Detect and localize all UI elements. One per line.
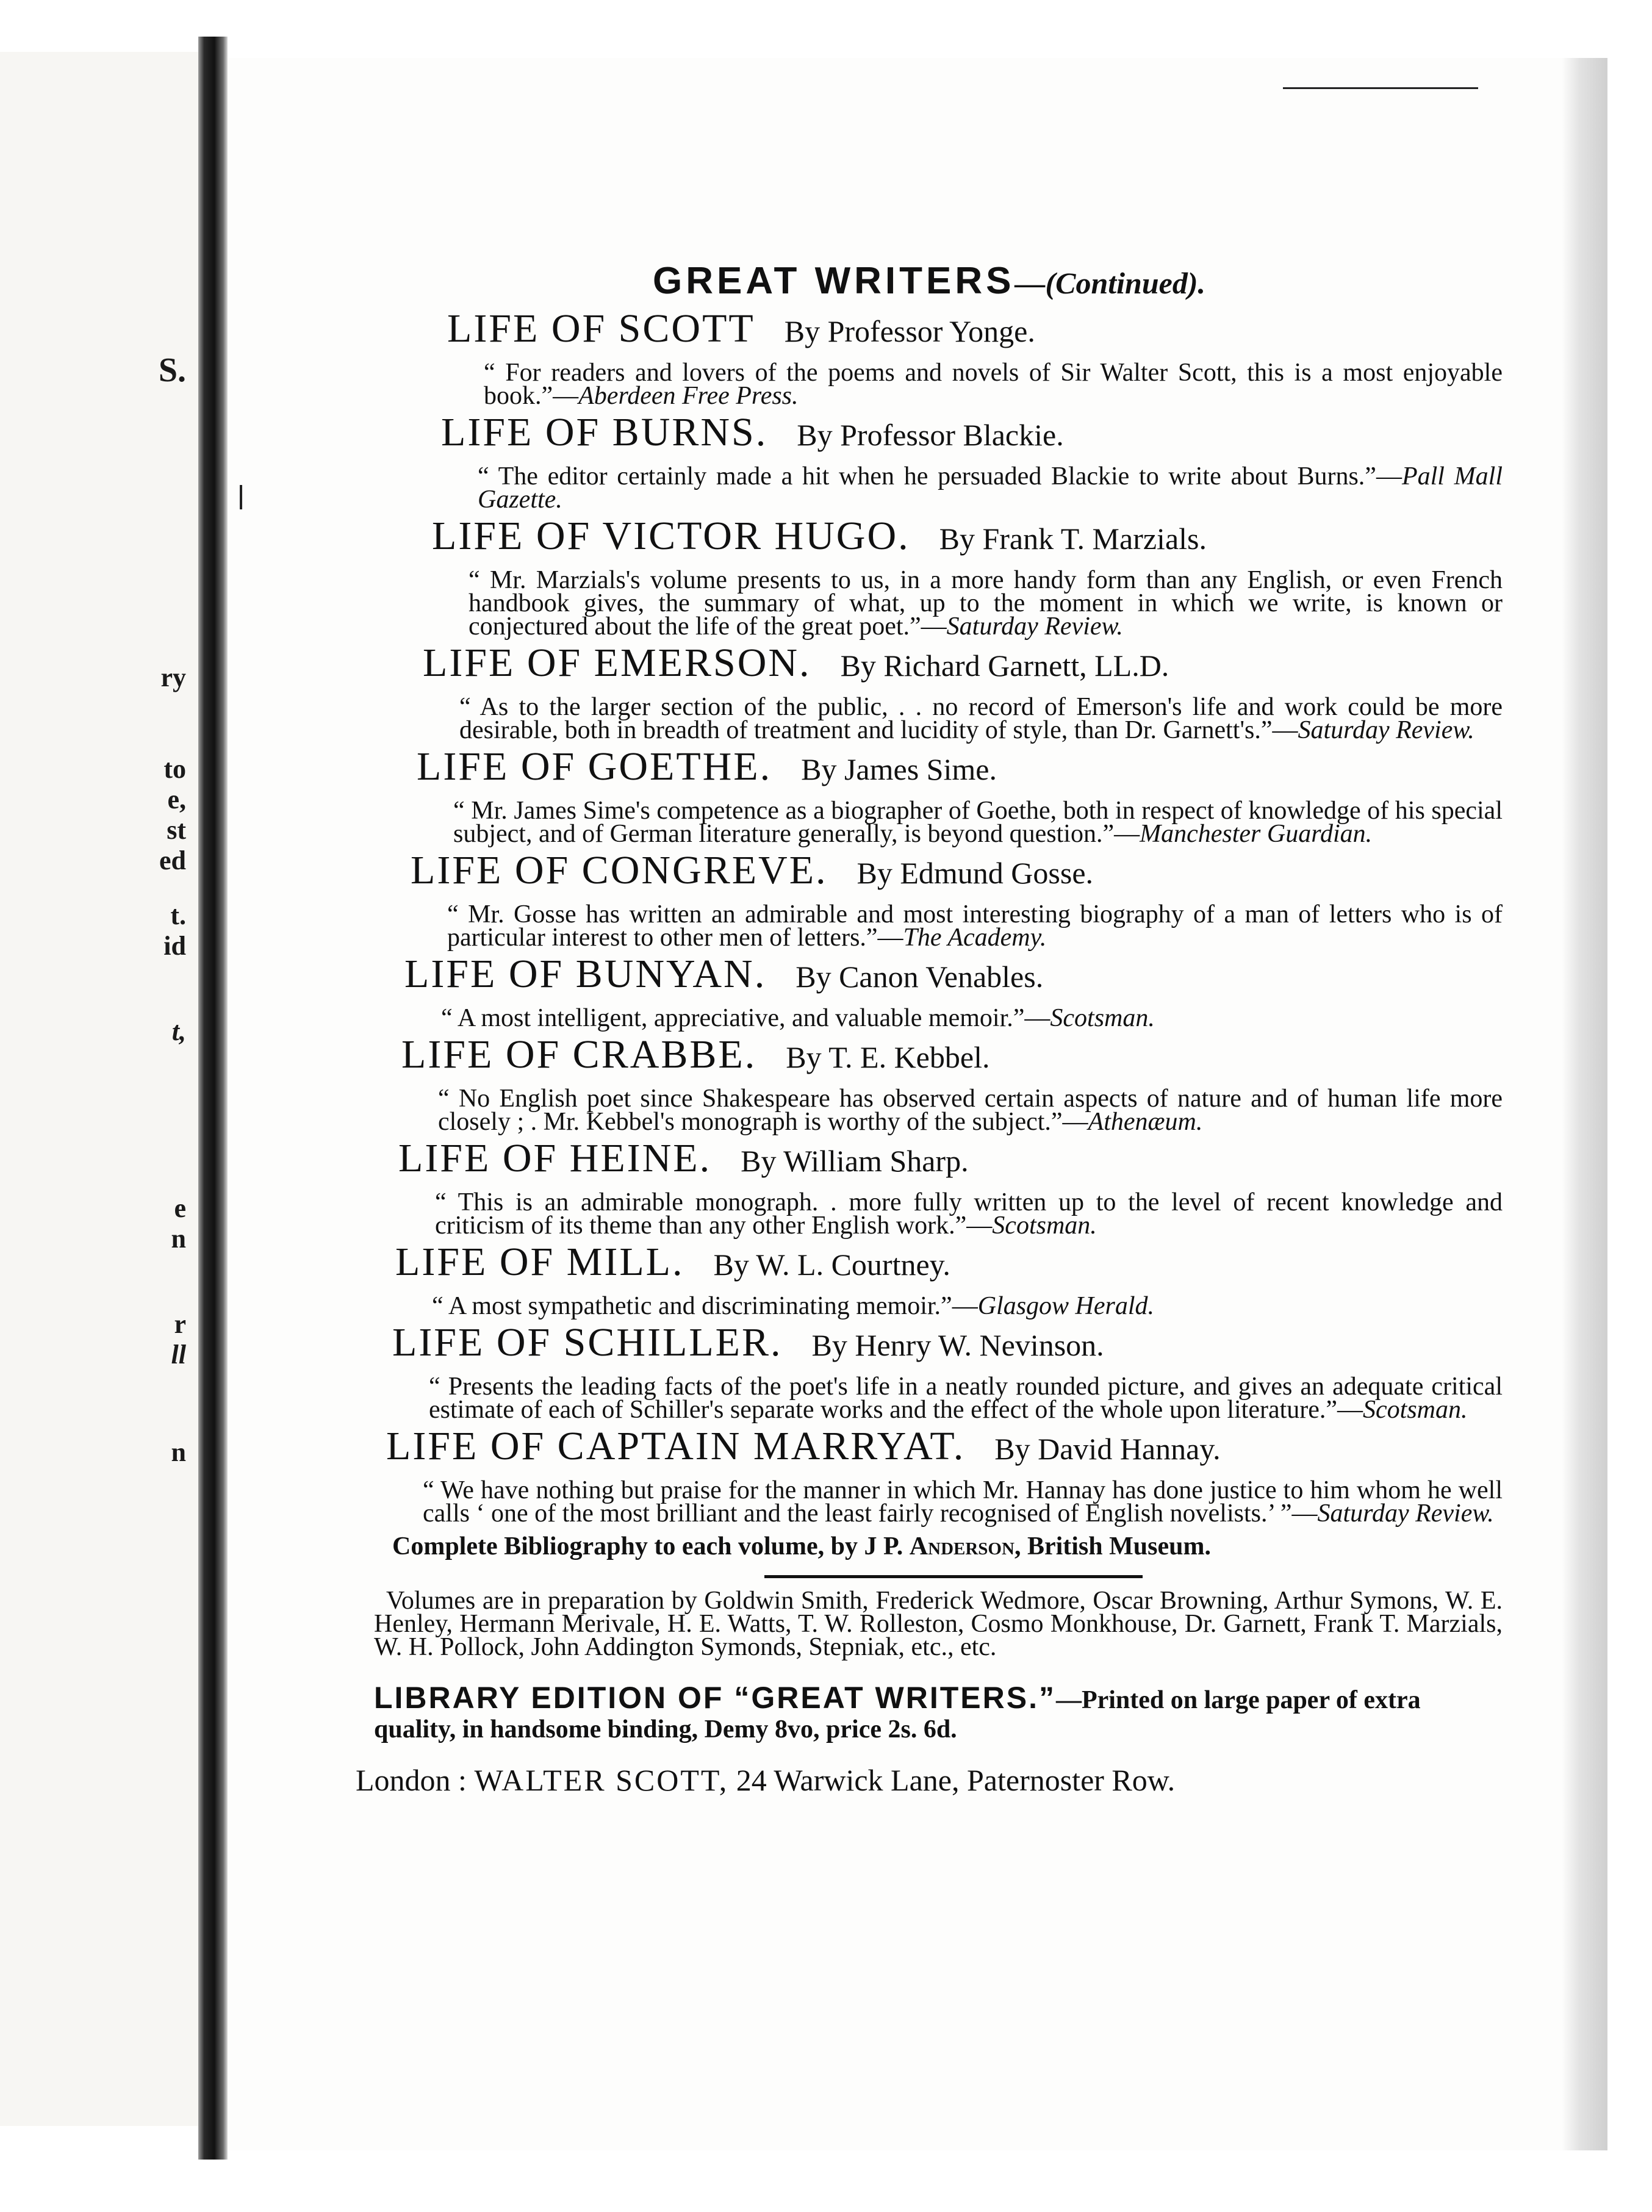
entry-bunyan — [404, 953, 1503, 1030]
binding-gutter — [198, 37, 228, 2160]
page-content — [356, 259, 1503, 1798]
entry-review — [447, 361, 1503, 408]
library-edition-title: LIBRARY EDITION OF “GREAT WRITERS.” — [374, 1681, 1056, 1715]
entry-review — [423, 695, 1503, 742]
left-facing-page — [0, 52, 198, 2126]
entry-title: LIFE OF BUNYAN. — [404, 952, 767, 996]
review-text: “ Mr. James Sime's competence as a biographer of Goethe, both in respect of knowledge of his special subject, and of German literature generally, is beyond question.”— — [453, 797, 1503, 848]
scan-mark — [240, 485, 242, 509]
review-text: “ A most sympathetic and discriminating memoir.”— — [432, 1292, 978, 1320]
entry-review — [441, 462, 1503, 514]
review-text: “ A most intelligent, appreciative, and valuable memoir.”— — [441, 1004, 1050, 1032]
entry-author: By T. E. Kebbel. — [786, 1040, 990, 1074]
publisher-prefix: London : — [356, 1763, 467, 1797]
entry-mill — [395, 1241, 1503, 1318]
entry-author: By Edmund Gosse. — [857, 856, 1094, 890]
entry-author: By W. L. Courtney. — [713, 1248, 950, 1282]
entry-author: By James Sime. — [801, 752, 997, 786]
entry-author: By David Hannay. — [994, 1432, 1221, 1466]
review-source: Athenæum. — [1088, 1108, 1203, 1136]
entry-review — [411, 900, 1503, 952]
entry-heine — [398, 1136, 1503, 1240]
header-title: GREAT WRITERS — [652, 260, 1015, 302]
entry-title: LIFE OF SCOTT — [447, 306, 755, 351]
left-page-fragment: n — [171, 1224, 186, 1254]
entry-title: LIFE OF GOETHE. — [417, 744, 772, 789]
review-source: Scotsman. — [992, 1212, 1097, 1240]
review-text: “ Presents the leading facts of the poet's life in a neatly rounded picture, and gives an adequate critical estimate of each of Schiller's separate works and the effect of the whole upon literature.”— — [429, 1373, 1503, 1424]
review-source: Aberdeen Free Press. — [578, 382, 799, 410]
library-edition-text: —Printed on large paper of extra quality, in handsome binding, Demy 8vo, price 2s. 6d. — [374, 1686, 1421, 1743]
entry-scott — [447, 307, 1503, 408]
review-text: “ No English poet since Shakespeare has observed certain aspects of nature and of human life more closely ; . Mr. Kebbel's monograph is worthy of the subject.”— — [438, 1085, 1503, 1136]
review-source: The Academy. — [903, 924, 1047, 952]
entry-burns — [441, 410, 1503, 514]
review-text: “ The editor certainly made a hit when he persuaded Blackie to write about Burns.”— — [478, 462, 1402, 490]
entry-author: By Canon Venables. — [795, 960, 1044, 994]
entry-title: LIFE OF BURNS. — [441, 410, 768, 454]
review-source: Saturday Review. — [946, 612, 1123, 641]
bibliography-suffix: , British Museum. — [1014, 1532, 1211, 1560]
review-source: Saturday Review. — [1317, 1499, 1494, 1528]
entry-author: By William Sharp. — [741, 1144, 969, 1178]
bibliography-name: Anderson — [909, 1532, 1015, 1560]
review-text: “ We have nothing but praise for the manner in which Mr. Hannay has done justice to him whom he well calls ‘ one of the most brilliant and the least fairly recognised of English novelists.’ ”— — [423, 1476, 1503, 1528]
entry-marryat — [386, 1424, 1503, 1528]
publisher-name: WALTER SCOTT, — [474, 1763, 729, 1797]
entry-review — [417, 799, 1503, 846]
entry-review — [432, 566, 1503, 641]
bibliography-note — [392, 1531, 1503, 1562]
review-source: Glasgow Herald. — [977, 1292, 1155, 1320]
review-source: Saturday Review. — [1298, 716, 1474, 744]
preparation-note: Volumes are in preparation by Goldwin Smith, Frederick Wedmore, Oscar Browning, Arthur Symons, W. E. Henley, Hermann Merivale, H. E. Watts, T. W. Rolleston, Cosmo Monkhouse, Dr. Garnett, Frank T. Marzials, W. H. Pollock, John Addington Symonds, Stepniak, etc., etc. — [374, 1587, 1503, 1661]
entry-author: By Henry W. Nevinson. — [811, 1328, 1104, 1362]
entry-emerson — [423, 642, 1503, 742]
entry-title: LIFE OF VICTOR HUGO. — [432, 514, 910, 558]
review-source: Scotsman. — [1050, 1004, 1155, 1032]
entry-review — [395, 1292, 1503, 1320]
entry-title: LIFE OF CAPTAIN MARRYAT. — [386, 1424, 966, 1468]
review-text: “ Mr. Marzials's volume presents to us, in a more handy form than any English, or even French handbook gives, the summary of what, up to the moment in which we write, is known or conjectured about the life of the great poet.”— — [469, 566, 1503, 641]
publisher-address: 24 Warwick Lane, Paternoster Row. — [736, 1763, 1176, 1797]
entry-title: LIFE OF MILL. — [395, 1240, 684, 1284]
page-header — [508, 259, 1350, 303]
entry-review — [386, 1476, 1503, 1528]
section-divider — [764, 1575, 1143, 1578]
header-continued: —(Continued). — [1015, 266, 1206, 300]
entry-title: LIFE OF CRABBE. — [401, 1032, 757, 1077]
left-page-fragment: st — [167, 815, 186, 845]
left-page-fragment: S. — [158, 351, 186, 389]
left-page-fragment: to — [163, 754, 186, 784]
entry-title: LIFE OF CONGREVE. — [411, 848, 828, 892]
entry-congreve — [411, 848, 1503, 952]
entry-schiller — [392, 1320, 1503, 1424]
review-text: “ For readers and lovers of the poems and novels of Sir Walter Scott, this is a most enjoyable book.”— — [484, 359, 1503, 410]
left-page-fragment: r — [174, 1309, 186, 1339]
review-source: Manchester Guardian. — [1140, 820, 1373, 848]
left-page-fragment: t, — [171, 1016, 186, 1046]
entry-goethe — [417, 745, 1503, 846]
entry-crabbe — [401, 1032, 1503, 1136]
entry-title: LIFE OF EMERSON. — [423, 641, 811, 685]
review-text: “ Mr. Gosse has written an admirable and most interesting biography of a man of letters who is of particular interest to other men of letters.”— — [447, 900, 1503, 952]
review-text: “ As to the larger section of the public, . . no record of Emerson's life and work could be more desirable, both in breadth of treatment and lucidity of style, than Dr. Garnett's.”— — [459, 693, 1503, 744]
entry-author: By Professor Yonge. — [784, 314, 1035, 348]
left-page-fragment: ll — [171, 1340, 186, 1370]
scan-edge — [1562, 58, 1607, 2150]
entry-review — [404, 1004, 1503, 1032]
bibliography-text: Complete Bibliography to each volume, by J P. — [392, 1532, 903, 1560]
left-page-fragment: id — [163, 931, 186, 961]
entry-author: By Professor Blackie. — [797, 418, 1064, 452]
review-text: “ This is an admirable monograph. . more fully written up to the level of recent knowledge and criticism of its theme than any other English work.”— — [435, 1188, 1503, 1240]
book-page — [228, 58, 1607, 2150]
scan-mark — [1283, 87, 1478, 89]
left-page-fragment: n — [171, 1437, 186, 1467]
library-edition-note — [356, 1683, 1503, 1744]
left-page-fragment: e, — [167, 785, 186, 814]
review-source: Scotsman. — [1363, 1396, 1468, 1424]
review-source: Pall Mall Gazette. — [478, 462, 1503, 514]
entry-review — [398, 1188, 1503, 1240]
left-page-fragment: ry — [160, 663, 186, 692]
entry-title: LIFE OF SCHILLER. — [392, 1320, 783, 1365]
entry-victor-hugo — [432, 514, 1503, 641]
entry-author: By Frank T. Marzials. — [939, 522, 1207, 556]
entry-author: By Richard Garnett, LL.D. — [840, 648, 1169, 683]
entry-review — [392, 1373, 1503, 1424]
entry-review — [401, 1085, 1503, 1136]
left-page-fragment: t. — [170, 900, 186, 930]
entry-title: LIFE OF HEINE. — [398, 1136, 712, 1180]
left-page-fragment: e — [174, 1193, 186, 1223]
publisher-line — [356, 1762, 1503, 1798]
left-page-fragment: ed — [159, 846, 186, 875]
